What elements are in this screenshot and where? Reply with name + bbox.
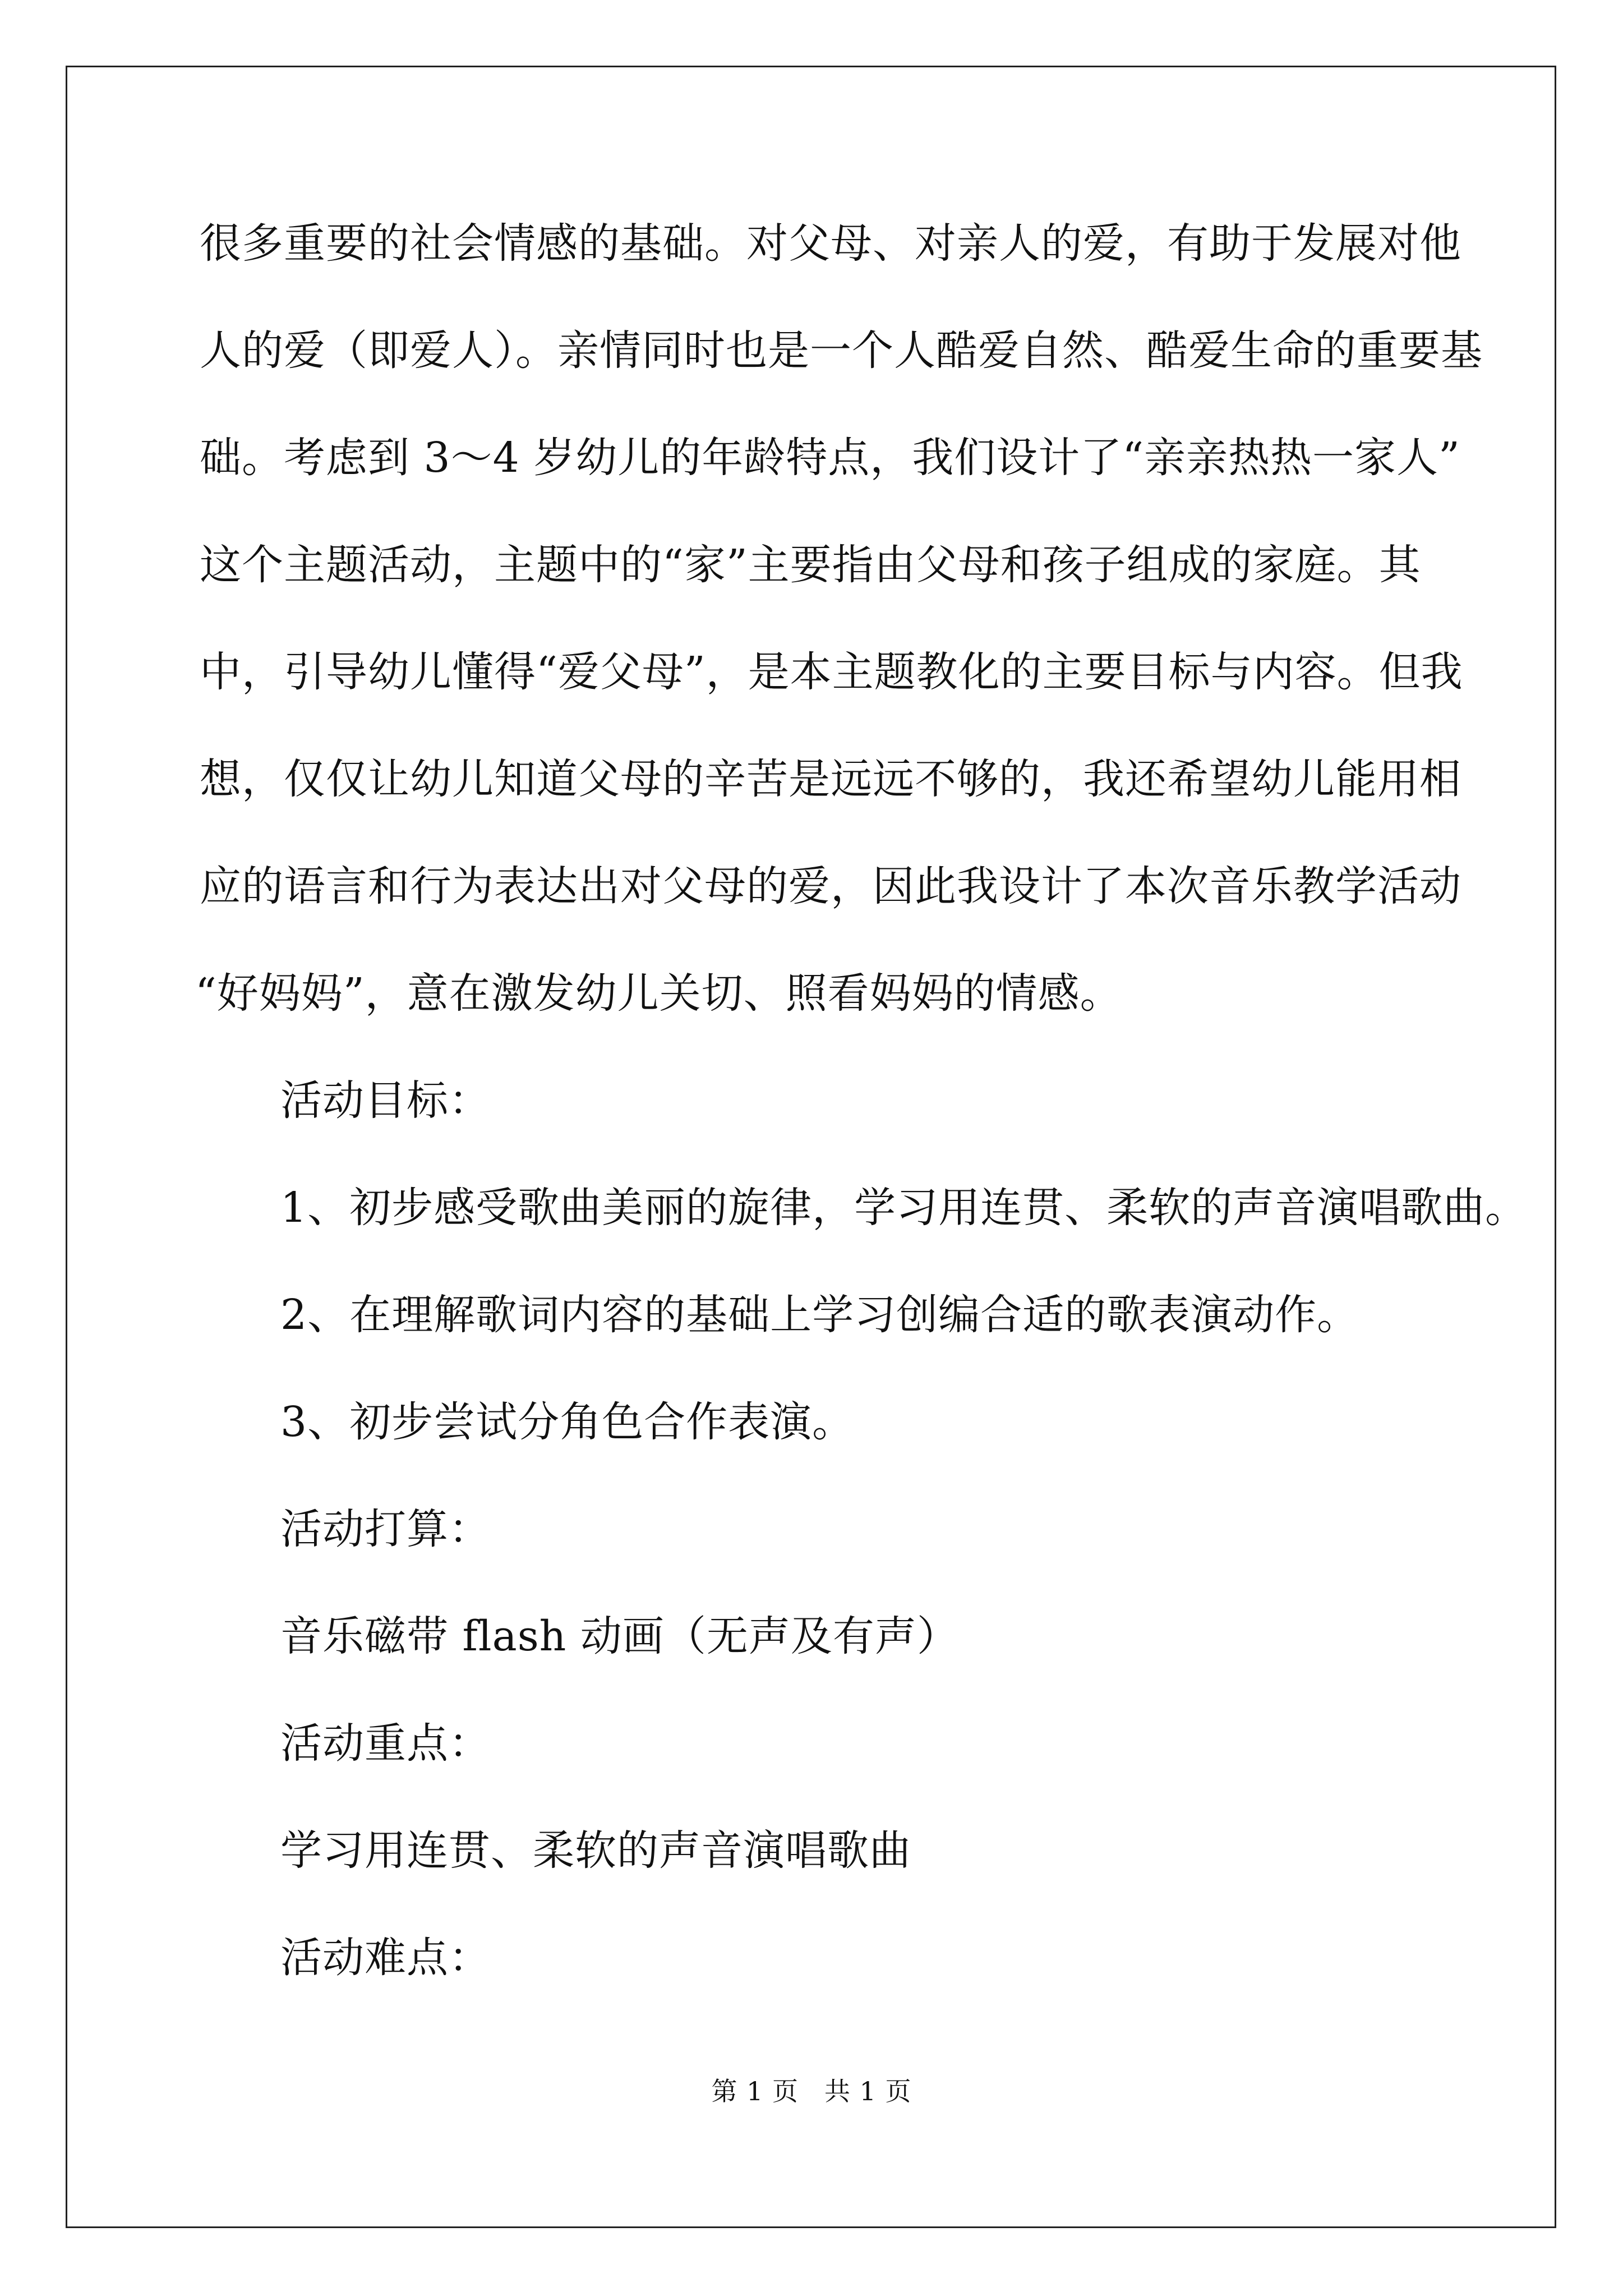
paragraph-line-1: 很多重要的社会情感的基础。对父母、对亲人的爱，有助于发展对他: [200, 219, 1461, 268]
goal-item-1: 1、初步感受歌曲美丽的旋律，学习用连贯、柔软的声音演唱歌曲。: [280, 1184, 1528, 1232]
prep-heading: 活动打算：: [280, 1505, 491, 1553]
paragraph-line-4: 这个主题活动，主题中的“家”主要指由父母和孩子组成的家庭。其: [200, 541, 1421, 589]
paragraph-line-6: 想，仅仅让幼儿知道父母的辛苦是远远不够的，我还希望幼儿能用相: [200, 755, 1461, 803]
goals-heading: 活动目标：: [280, 1076, 491, 1125]
key-heading: 活动重点：: [280, 1719, 491, 1768]
goal-item-3: 3、初步尝试分角色合作表演。: [280, 1398, 855, 1446]
paragraph-line-8: “好妈妈”，意在激发幼儿关切、照看妈妈的情感。: [195, 969, 1122, 1018]
difficulty-heading: 活动难点：: [280, 1934, 491, 1982]
paragraph-line-2: 人的爱（即爱人）。亲情同时也是一个人酷爱自然、酷爱生命的重要基: [200, 326, 1483, 375]
goal-item-2: 2、在理解歌词内容的基础上学习创编合适的歌表演动作。: [280, 1291, 1359, 1339]
page-number: 第 1 页: [711, 2076, 799, 2106]
document-body: [195, 216, 1528, 2037]
paragraph-line-5: 中，引导幼儿懂得“爱父母”，是本主题教化的主要目标与内容。但我: [200, 648, 1463, 696]
page-footer: [0, 2074, 1623, 2108]
page-total: 共 1 页: [824, 2076, 912, 2106]
key-text: 学习用连贯、柔软的声音演唱歌曲: [280, 1826, 911, 1875]
prep-text: 音乐磁带 flash 动画（无声及有声）: [280, 1612, 959, 1660]
paragraph-line-3: 础。考虑到 3～4 岁幼儿的年龄特点，我们设计了“亲亲热热一家人”: [200, 434, 1460, 482]
paragraph-line-7: 应的语言和行为表达出对父母的爱，因此我设计了本次音乐教学活动: [200, 862, 1461, 910]
